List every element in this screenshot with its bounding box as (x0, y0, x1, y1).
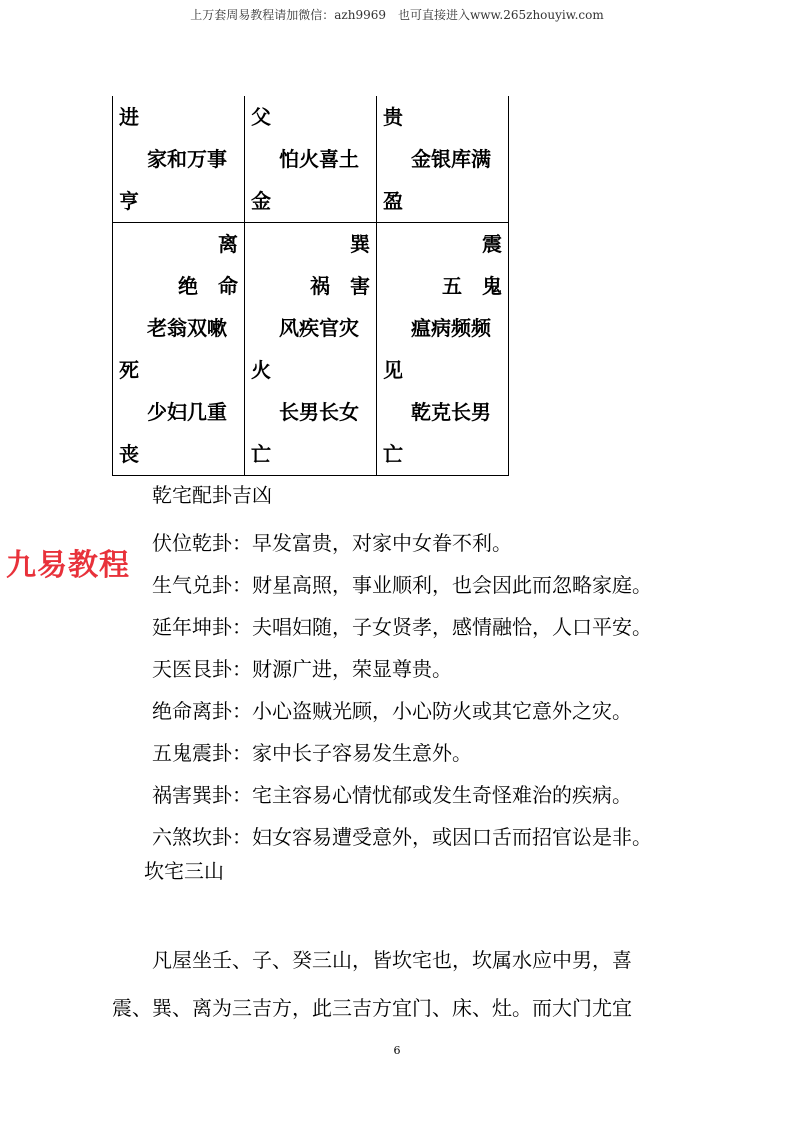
table-cell (245, 96, 377, 223)
watermark-logo: 九易教程 (6, 548, 130, 583)
cell-line: 亡 (251, 442, 271, 466)
cell-trigram: 离 (218, 232, 238, 256)
cell-trigram: 震 (482, 232, 502, 256)
table-cell (377, 96, 509, 223)
cell-line: 死 (119, 358, 139, 382)
cell-line: 盈 (383, 189, 403, 213)
cell-line: 丧 (119, 442, 139, 466)
cell-line: 瘟病频频 (411, 316, 491, 340)
cell-line: 绝 命 (178, 274, 238, 298)
table-cell (377, 223, 509, 476)
cell-line: 风疾官灾 (279, 316, 359, 340)
cell-line: 五 鬼 (442, 274, 502, 298)
table-cell (245, 223, 377, 476)
table-cell (113, 223, 245, 476)
section-heading: 坎宅三山 (144, 859, 224, 883)
list-item: 六煞坎卦：妇女容易遭受意外，或因口舌而招官讼是非。 (152, 825, 652, 849)
cell-line: 长男长女 (279, 400, 359, 424)
paragraph-line: 凡屋坐壬、子、癸三山，皆坎宅也，坎属水应中男，喜 (152, 948, 632, 972)
list-item: 祸害巽卦：宅主容易心情忧郁或发生奇怪难治的疾病。 (152, 783, 632, 807)
trigram-table (112, 96, 509, 476)
list-item: 绝命离卦：小心盗贼光顾，小心防火或其它意外之灾。 (152, 699, 632, 723)
cell-line: 家和万事 (147, 147, 227, 171)
list-item: 天医艮卦：财源广进，荣显尊贵。 (152, 657, 452, 681)
section-heading: 乾宅配卦吉凶 (152, 483, 272, 507)
cell-line: 少妇几重 (147, 400, 227, 424)
cell-line: 祸 害 (310, 274, 370, 298)
table-row (113, 96, 509, 223)
list-item: 生气兑卦：财星高照，事业顺利，也会因此而忽略家庭。 (152, 573, 652, 597)
list-item: 五鬼震卦：家中长子容易发生意外。 (152, 741, 472, 765)
table-row (113, 223, 509, 476)
cell-line: 贵 (383, 105, 403, 129)
cell-line: 金 (251, 189, 271, 213)
cell-trigram: 巽 (350, 232, 370, 256)
page-header: 上万套周易教程请加微信：azh9969 也可直接进入www.265zhouyiw.com (190, 8, 604, 22)
cell-line: 乾克长男 (411, 400, 491, 424)
cell-line: 怕火喜土 (279, 147, 359, 171)
page-number: 6 (393, 1044, 401, 1057)
cell-line: 亨 (119, 189, 139, 213)
cell-line: 见 (383, 358, 403, 382)
cell-line: 亡 (383, 442, 403, 466)
list-item: 延年坤卦：夫唱妇随，子女贤孝，感情融恰，人口平安。 (152, 615, 652, 639)
cell-line: 金银库满 (411, 147, 491, 171)
cell-line: 父 (251, 105, 271, 129)
body-paragraph (112, 936, 672, 1032)
gua-list (152, 522, 652, 858)
cell-line: 老翁双嗽 (147, 316, 227, 340)
list-item: 伏位乾卦：早发富贵，对家中女眷不利。 (152, 531, 512, 555)
cell-line: 火 (251, 358, 271, 382)
cell-line: 进 (119, 105, 139, 129)
table-cell (113, 96, 245, 223)
paragraph-line: 震、巽、离为三吉方，此三吉方宜门、床、灶。而大门尤宜 (112, 996, 632, 1020)
